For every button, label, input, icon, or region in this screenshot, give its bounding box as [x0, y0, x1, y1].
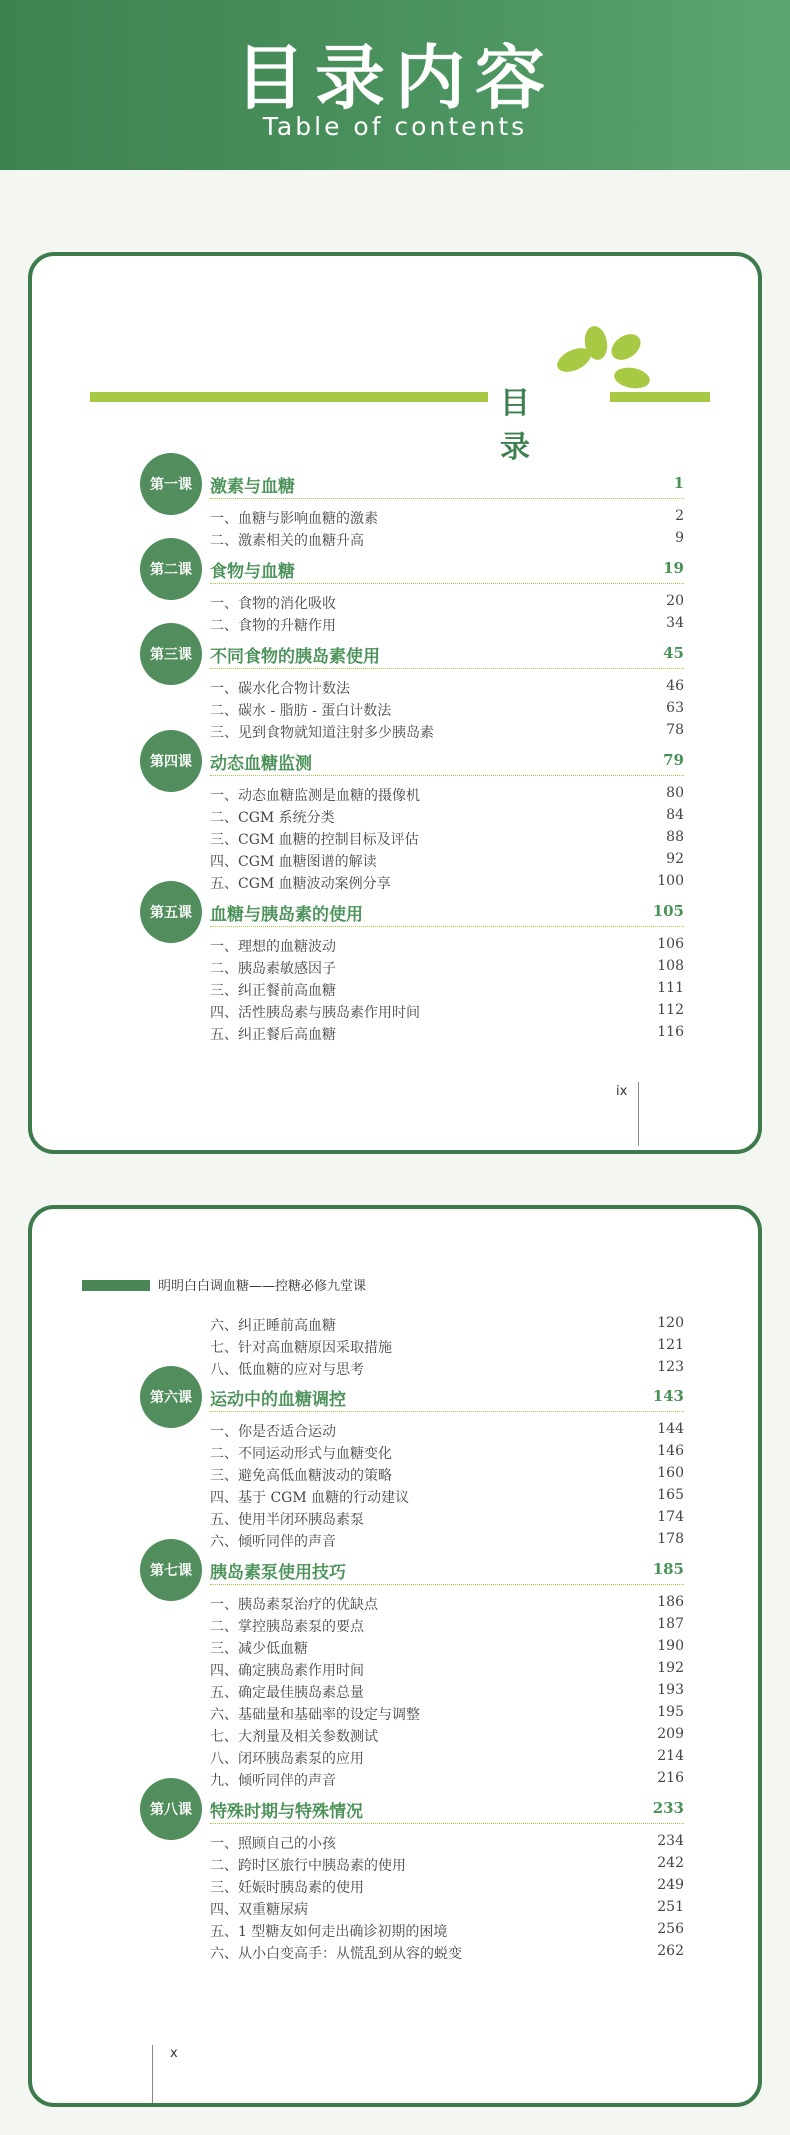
toc-entry: [210, 851, 684, 871]
entry-title: 二、掌控胰岛素泵的要点: [210, 1619, 364, 1635]
heading-rule-right: [610, 392, 710, 402]
toc-entry: [210, 722, 684, 742]
entry-page: 108: [657, 958, 684, 974]
toc-entry: [210, 1465, 684, 1485]
entry-title: 六、基础量和基础率的设定与调整: [210, 1707, 420, 1723]
entry-page: 34: [666, 615, 684, 631]
entry-title: 三、减少低血糖: [210, 1641, 308, 1657]
toc-entry: [210, 1638, 684, 1658]
entry-page: 187: [657, 1616, 684, 1632]
entry-page: 63: [666, 700, 684, 716]
page-folio: ix: [616, 1084, 628, 1099]
entry-title: 四、基于 CGM 血糖的行动建议: [210, 1490, 410, 1506]
running-head-bar: [82, 1280, 150, 1291]
toc-entry: [210, 1921, 684, 1941]
entry-title: 五、使用半闭环胰岛素泵: [210, 1512, 364, 1528]
toc-entry: [210, 936, 684, 956]
toc-entry: [210, 1024, 684, 1044]
entry-title: 二、不同运动形式与血糖变化: [210, 1446, 392, 1462]
entry-page: 262: [657, 1943, 684, 1959]
entry-title: 三、避免高低血糖波动的策略: [210, 1468, 392, 1484]
entry-page: 190: [657, 1638, 684, 1654]
banner-title: 目录内容: [235, 37, 555, 119]
banner-subtitle: Table of contents: [262, 112, 528, 141]
lesson-name: 动态血糖监测: [210, 754, 312, 774]
toc-page-2: [28, 1205, 762, 2107]
toc-entry: [210, 785, 684, 805]
lesson-page: 45: [663, 644, 684, 662]
toc-entry: [210, 1359, 684, 1379]
entry-page: 92: [666, 851, 684, 867]
entry-page: 100: [657, 873, 684, 889]
entry-page: 256: [657, 1921, 684, 1937]
entry-page: 123: [657, 1359, 684, 1375]
entry-page: 106: [657, 936, 684, 952]
lesson-name: 不同食物的胰岛素使用: [210, 647, 380, 667]
toc-entry: [210, 1002, 684, 1022]
entry-page: 20: [666, 593, 684, 609]
toc-entry: [210, 873, 684, 893]
entry-page: 249: [657, 1877, 684, 1893]
entry-title: 二、食物的升糖作用: [210, 618, 336, 634]
toc-entry: [210, 1877, 684, 1897]
entry-page: 88: [666, 829, 684, 845]
lesson-page: 185: [652, 1560, 684, 1578]
lesson-title: [210, 472, 684, 499]
entry-title: 二、激素相关的血糖升高: [210, 533, 364, 549]
entry-page: 165: [657, 1487, 684, 1503]
toc-entry: [210, 1421, 684, 1441]
lesson-badge: 第三课: [140, 623, 202, 685]
toc-entry: [210, 1594, 684, 1614]
lesson-name: 特殊时期与特殊情况: [210, 1802, 363, 1822]
lesson-title: [210, 900, 684, 927]
entry-title: 二、CGM 系统分类: [210, 810, 335, 826]
entry-page: 9: [675, 530, 684, 546]
entry-page: 121: [657, 1337, 684, 1353]
entry-title: 八、闭环胰岛素泵的应用: [210, 1751, 364, 1767]
entry-page: 186: [657, 1594, 684, 1610]
entry-title: 三、妊娠时胰岛素的使用: [210, 1880, 364, 1896]
entry-title: 三、纠正餐前高血糖: [210, 983, 336, 999]
toc-entry: [210, 700, 684, 720]
lesson-badge: 第四课: [140, 730, 202, 792]
entry-title: 一、照顾自己的小孩: [210, 1836, 336, 1852]
lesson-badge: 第六课: [140, 1366, 202, 1428]
toc-entry: [210, 1748, 684, 1768]
lesson-title: [210, 1558, 684, 1585]
toc-entry: [210, 1726, 684, 1746]
lesson-page: 105: [652, 902, 684, 920]
entry-page: 178: [657, 1531, 684, 1547]
lesson-page: 19: [663, 559, 684, 577]
toc-entry: [210, 508, 684, 528]
lesson-badge: 第七课: [140, 1539, 202, 1601]
lesson-title: [210, 1385, 684, 1412]
entry-page: 146: [657, 1443, 684, 1459]
lesson-name: 胰岛素泵使用技巧: [210, 1563, 346, 1583]
toc-entry: [210, 1616, 684, 1636]
entry-page: 160: [657, 1465, 684, 1481]
entry-title: 八、低血糖的应对与思考: [210, 1362, 364, 1378]
entry-title: 五、确定最佳胰岛素总量: [210, 1685, 364, 1701]
entry-page: 242: [657, 1855, 684, 1871]
entry-title: 二、胰岛素敏感因子: [210, 961, 336, 977]
entry-title: 四、双重糖尿病: [210, 1902, 308, 1918]
lesson-name: 食物与血糖: [210, 562, 295, 582]
entry-page: 216: [657, 1770, 684, 1786]
entry-page: 192: [657, 1660, 684, 1676]
entry-title: 二、跨时区旅行中胰岛素的使用: [210, 1858, 406, 1874]
lesson-title: [210, 749, 684, 776]
heading-rule-left: [90, 392, 488, 402]
toc-entry: [210, 1660, 684, 1680]
lesson-name: 运动中的血糖调控: [210, 1390, 346, 1410]
entry-title: 一、你是否适合运动: [210, 1424, 336, 1440]
entry-page: 120: [657, 1315, 684, 1331]
entry-page: 84: [666, 807, 684, 823]
toc-heading: 目 录: [500, 386, 554, 465]
entry-page: 2: [675, 508, 684, 524]
toc-entry: [210, 1337, 684, 1357]
toc-entry: [210, 829, 684, 849]
toc-entry: [210, 980, 684, 1000]
entry-page: 234: [657, 1833, 684, 1849]
entry-title: 九、倾听同伴的声音: [210, 1773, 336, 1789]
entry-title: 一、碳水化合物计数法: [210, 681, 350, 697]
folio-rule: [638, 1082, 639, 1146]
lesson-badge: 第一课: [140, 453, 202, 515]
entry-title: 四、活性胰岛素与胰岛素作用时间: [210, 1005, 420, 1021]
toc-entry: [210, 958, 684, 978]
lesson-page: 1: [673, 474, 684, 492]
lesson-title: [210, 1797, 684, 1824]
entry-title: 六、从小白变高手：从慌乱到从容的蜕变: [210, 1946, 462, 1962]
lesson-title: [210, 557, 684, 584]
lesson-name: 激素与血糖: [210, 477, 295, 497]
toc-entry: [210, 1682, 684, 1702]
entry-title: 六、纠正睡前高血糖: [210, 1318, 336, 1334]
toc-entry: [210, 1943, 684, 1963]
entry-page: 112: [657, 1002, 684, 1018]
entry-page: 209: [657, 1726, 684, 1742]
entry-title: 一、食物的消化吸收: [210, 596, 336, 612]
toc-page-1: [28, 252, 762, 1154]
toc-entry: [210, 1509, 684, 1529]
entry-title: 一、血糖与影响血糖的激素: [210, 511, 378, 527]
entry-page: 174: [657, 1509, 684, 1525]
entry-title: 一、理想的血糖波动: [210, 939, 336, 955]
toc-entry: [210, 1770, 684, 1790]
toc-entry: [210, 807, 684, 827]
lesson-title: [210, 642, 684, 669]
entry-title: 七、针对高血糖原因采取措施: [210, 1340, 392, 1356]
entry-page: 251: [657, 1899, 684, 1915]
entry-title: 五、纠正餐后高血糖: [210, 1027, 336, 1043]
toc-entry: [210, 530, 684, 550]
entry-page: 116: [657, 1024, 684, 1040]
entry-title: 一、胰岛素泵治疗的优缺点: [210, 1597, 378, 1613]
entry-title: 二、碳水 - 脂肪 - 蛋白计数法: [210, 703, 392, 719]
entry-title: 六、倾听同伴的声音: [210, 1534, 336, 1550]
toc-entry: [210, 1531, 684, 1551]
lesson-page: 79: [663, 751, 684, 769]
entry-page: 144: [657, 1421, 684, 1437]
entry-page: 80: [666, 785, 684, 801]
lesson-name: 血糖与胰岛素的使用: [210, 905, 363, 925]
toc-entry: [210, 1443, 684, 1463]
toc-entry: [210, 1704, 684, 1724]
lesson-badge: 第五课: [140, 881, 202, 943]
lesson-page: 143: [652, 1387, 684, 1405]
toc-entry: [210, 1315, 684, 1335]
entry-page: 46: [666, 678, 684, 694]
entry-title: 五、1 型糖友如何走出确诊初期的困境: [210, 1924, 448, 1940]
entry-title: 三、见到食物就知道注射多少胰岛素: [210, 725, 434, 741]
toc-entry: [210, 1833, 684, 1853]
toc-entry: [210, 678, 684, 698]
lesson-badge: 第八课: [140, 1778, 202, 1840]
entry-title: 七、大剂量及相关参数测试: [210, 1729, 378, 1745]
entry-title: 四、CGM 血糖图谱的解读: [210, 854, 377, 870]
toc-entry: [210, 1487, 684, 1507]
folio-rule: [152, 2045, 153, 2103]
running-head: 明明白白调血糖——控糖必修九堂课: [158, 1279, 367, 1294]
entry-title: 五、CGM 血糖波动案例分享: [210, 876, 391, 892]
entry-title: 一、动态血糖监测是血糖的摄像机: [210, 788, 420, 804]
entry-page: 193: [657, 1682, 684, 1698]
header-banner: [0, 0, 790, 170]
entry-title: 四、确定胰岛素作用时间: [210, 1663, 364, 1679]
toc-entry: [210, 1855, 684, 1875]
entry-title: 三、CGM 血糖的控制目标及评估: [210, 832, 419, 848]
page-folio: x: [170, 2046, 178, 2061]
toc-entry: [210, 615, 684, 635]
entry-page: 214: [657, 1748, 684, 1764]
entry-page: 78: [666, 722, 684, 738]
entry-page: 111: [657, 980, 684, 996]
toc-entry: [210, 1899, 684, 1919]
lesson-badge: 第二课: [140, 538, 202, 600]
toc-entry: [210, 593, 684, 613]
entry-page: 195: [657, 1704, 684, 1720]
lesson-page: 233: [652, 1799, 684, 1817]
